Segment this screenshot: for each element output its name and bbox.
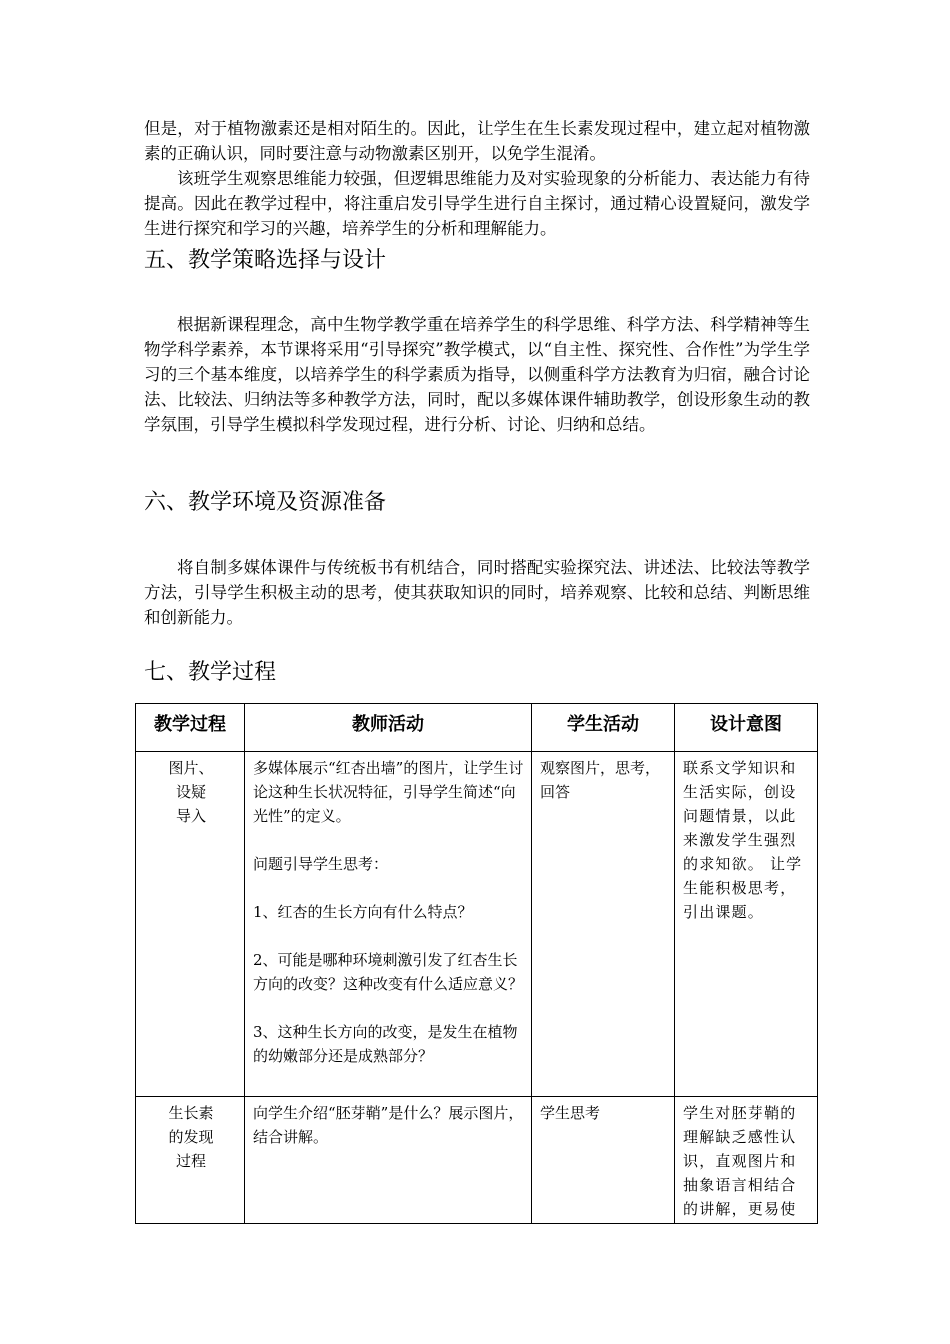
design-intent-cell: 联系文学知识和生活实际，创设问题情景，以此来激发学生强烈的求知欲。 让学生能积极思考，引出课题。 <box>675 752 818 1097</box>
stage-cell <box>136 1097 245 1224</box>
stage-cell <box>136 752 245 1097</box>
header-student-activity: 学生活动 <box>532 704 675 752</box>
table-row <box>136 1097 818 1224</box>
stage-line: 设疑 <box>175 783 206 801</box>
teacher-text: 2、可能是哪种环境刺激引发了红杏生长方向的改变？这种改变有什么适应意义？ <box>253 951 524 993</box>
teacher-text: 1、红杏的生长方向有什么特点？ <box>253 903 473 921</box>
heading-environment: 六、教学环境及资源准备 <box>144 490 387 515</box>
teacher-text: 多媒体展示“红杏出墙”的图片，让学生讨论这种生长状况特征，引导学生简述“向光性”的定义。 <box>253 759 524 825</box>
paragraph-environment: 将自制多媒体课件与传统板书有机结合，同时搭配实验探究法、讲述法、比较法等教学方法，引导学生积极主动的思考，使其获取知识的同时，培养观察、比较和总结、判断思维和创新能力。 <box>144 558 810 627</box>
header-teacher-activity: 教师活动 <box>245 704 532 752</box>
stage-line: 的发现 <box>168 1128 214 1146</box>
teacher-text: 3、这种生长方向的改变，是发生在植物的幼嫩部分还是成熟部分？ <box>253 1023 518 1065</box>
teaching-process-table <box>135 703 818 1224</box>
teacher-activity-cell <box>245 752 532 1097</box>
stage-line: 图片、 <box>168 759 214 777</box>
paragraph-continuation: 但是，对于植物激素还是相对陌生的。因此，让学生在生长素发现过程中，建立起对植物激素的正确认识，同时要注意与动物激素区别开，以免学生混淆。 <box>144 119 810 163</box>
student-activity-cell: 观察图片，思考，回答 <box>532 752 675 1097</box>
teacher-text: 问题引导学生思考： <box>253 855 389 873</box>
student-activity-cell: 学生思考 <box>532 1097 675 1224</box>
table-row <box>136 752 818 1097</box>
stage-line: 过程 <box>175 1152 206 1170</box>
design-intent-cell: 学生对胚芽鞘的理解缺乏感性认识，直观图片和抽象语言相结合的讲解，更易使 <box>675 1097 818 1224</box>
stage-line: 导入 <box>175 807 206 825</box>
paragraph-class-analysis: 该班学生观察思维能力较强，但逻辑思维能力及对实验现象的分析能力、表达能力有待提高。因此在教学过程中，将注重启发引导学生进行自主探讨，通过精心设置疑问，激发学生进行探究和学习的兴趣，培养学生的分析和理解能力。 <box>144 169 810 238</box>
heading-process: 七、教学过程 <box>144 660 277 685</box>
header-stage: 教学过程 <box>136 704 245 752</box>
teacher-text: 向学生介绍“胚芽鞘”是什么？展示图片，结合讲解。 <box>253 1104 524 1146</box>
teacher-activity-cell <box>245 1097 532 1224</box>
stage-line: 生长素 <box>168 1104 214 1122</box>
paragraph-strategy: 根据新课程理念，高中生物学教学重在培养学生的科学思维、科学方法、科学精神等生物学科学素养，本节课将采用“引导探究”教学模式，以“自主性、探究性、合作性”为学生学习的三个基本维度，以培养学生的科学素质为指导，以侧重科学方法教育为归宿，融合讨论法、比较法、归纳法等多种教学方法，同时，配以多媒体课件辅助教学，创设形象生动的教学氛围，引导学生模拟科学发现过程，进行分析、讨论、归纳和总结。 <box>144 315 810 434</box>
header-design-intent: 设计意图 <box>675 704 818 752</box>
heading-strategy: 五、教学策略选择与设计 <box>144 248 387 273</box>
table-header-row <box>136 704 818 752</box>
